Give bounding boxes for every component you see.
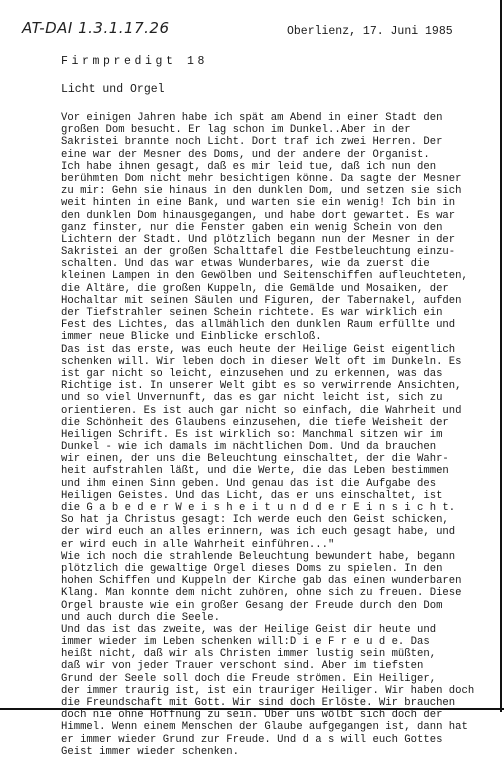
- scan-edge-right: [500, 0, 502, 712]
- body-line: großen Dom besucht. Er lag schon im Dunkel..Aber in der: [61, 124, 411, 137]
- body-line: Heiligen Schrift. Es ist wirklich so: Manchmal sitzen wir im: [61, 428, 443, 441]
- body-line: immer wieder im Leben schenken will:D i e F r e u d e. Das: [61, 636, 430, 649]
- sermon-heading: Firmpredigt 18: [61, 55, 209, 68]
- body-line: orientieren. Es ist auch gar nicht so einfach, die Wahrheit und: [61, 404, 462, 417]
- body-line: ganz finster, nur die Fenster gaben ein wenig Schein von den: [61, 221, 443, 234]
- body-line: Hochaltar mit seinen Säulen und Figuren, der Tabernakel, aufden: [61, 294, 462, 307]
- body-line: kleinen Lampen in den Gewölben und Seitenschiffen aufleuchteten,: [61, 270, 468, 283]
- body-line: daß wir von jeder Trauer verschont sind. Aber im tiefsten: [61, 660, 424, 673]
- body-line: Grund der Seele soll doch die Freude strömen. Ein Heiliger,: [61, 672, 437, 685]
- archive-mark: AT-DAI 1.3.1.17.26: [22, 19, 170, 37]
- body-line: Vor einigen Jahren habe ich spät am Abend in einer Stadt den: [61, 112, 443, 124]
- body-line: Heiligen Geistes. Und das Licht, das er uns einschaltet, ist: [61, 489, 443, 502]
- body-line: Orgel brauste wie ein großer Gesang der Freude durch den Dom: [61, 599, 443, 612]
- body-line: und ihm einen Sinn geben. Und genau das ist die Aufgabe des: [61, 477, 437, 490]
- body-line: Geist immer wieder schenken.: [61, 745, 240, 758]
- body-line: Fest des Lichtes, das allmählich den dunklen Raum erfüllte und: [61, 319, 456, 332]
- body-line: Ich habe ihnen gesagt, daß es mir leid tue, daß ich nun den: [61, 160, 437, 173]
- body-line: Sakristei an der großen Schalttafel die Festbeleuchtung einzu-: [61, 246, 456, 259]
- body-line: der wird euch an alles erinnern, was ich euch gesagt habe, und: [61, 526, 456, 539]
- body-line: Sakristei brannte noch Licht. Dort traf ich zwei Herren. Der: [61, 136, 443, 149]
- body-line: Dunkel - wie ich damals im nächtlichen Dom. Und da brauchen: [61, 441, 437, 454]
- body-line: die Schönheit des Glaubens einzusehen, die tiefe Weisheit der: [61, 416, 449, 429]
- body-line: immer neue Blicke und Einblicke erschloß.: [61, 331, 322, 344]
- body-line: er immer wieder Grund zur Freude. Und d a s will euch Gottes: [61, 733, 443, 746]
- body-line: Klang. Man konnte dem nicht zuhören, ohne sich zu freuen. Diese: [61, 587, 462, 600]
- body-line: Himmel. Wenn einem Menschen der Glaube aufgegangen ist, dann hat: [61, 721, 468, 734]
- body-line: er wird euch in alle Wahrheit einführen...": [61, 538, 335, 551]
- body-line: hohen Schiffen und Kuppeln der Kirche gab das einen wunderbaren: [61, 575, 462, 588]
- body-line: heißt nicht, daß wir als Christen immer lustig sein müßten,: [61, 648, 437, 661]
- body-line: der Tiefstrahler seinen Schein richtete. Es war wirklich ein: [61, 307, 443, 319]
- body-line: berühmten Dom nicht mehr besichtigen könne. Da sagte der Mesner: [61, 172, 462, 185]
- body-line: und auch durch die Seele.: [61, 611, 220, 624]
- body-line: weit hinten in eine Bank, und warten sie ein wenig! Ich bin in: [61, 197, 456, 210]
- sermon-body: [61, 112, 475, 758]
- body-line: Und das ist das zweite, was der Heilige Geist dir heute und: [61, 623, 437, 636]
- body-line: Lichtern der Stadt. Und plötzlich begann nun der Mesner in der: [61, 233, 456, 246]
- sermon-subheading: Licht und Orgel: [61, 83, 165, 96]
- body-line: die Freundschaft mit Gott. Wir sind doch Erlöste. Wir brauchen: [61, 697, 456, 709]
- body-line: wir einen, der uns die Beleuchtung einschaltet, der die Wahr-: [61, 453, 449, 466]
- body-line: heit aufstrahlen läßt, und die Werte, die das Leben bestimmen: [61, 465, 449, 478]
- body-line: ist gar nicht so leicht, einzusehen und zu erkennen, was das: [61, 367, 443, 380]
- body-line: der immer traurig ist, ist ein trauriger Heiliger. Wir haben doch: [61, 684, 475, 697]
- body-line: Richtige ist. In unserer Welt gibt es so verwirrende Ansichten,: [61, 380, 462, 393]
- body-line: So hat ja Christus gesagt: Ich werde euch den Geist schicken,: [61, 514, 449, 527]
- body-line: die G a b e d e r W e i s h e i t u n d d e r E i n s i c h t.: [61, 502, 456, 514]
- body-line: schenken will. Wir leben doch in dieser Welt oft im Dunkeln. Es: [61, 355, 462, 368]
- body-line: Das ist das erste, was euch heute der Heilige Geist eigentlich: [61, 343, 456, 356]
- body-line: plötzlich die gewaltige Orgel dieses Doms zu spielen. In den: [61, 562, 443, 575]
- body-line: doch nie ohne Hoffnung zu sein. Über uns wölbt sich doch der: [61, 709, 443, 722]
- body-line: eine war der Mesner des Doms, und der andere der Organist.: [61, 148, 430, 161]
- body-line: Wie ich noch die strahlende Beleuchtung bewundert habe, begann: [61, 550, 456, 563]
- body-line: und so viel Unvernunft, das es gar nicht leicht ist, sich zu: [61, 392, 443, 405]
- body-line: den dunklen Dom hinausgegangen, und habe dort gewartet. Es war: [61, 209, 456, 222]
- dateline: Oberlienz, 17. Juni 1985: [287, 25, 453, 38]
- body-line: die Altäre, die großen Kuppeln, die Gemälde und Mosaiken, der: [61, 282, 449, 295]
- body-line: zu mir: Gehn sie hinaus in den dunklen Dom, und setzen sie sich: [61, 185, 462, 198]
- body-line: schalten. Und das war etwas Wunderbares, wie da zuerst die: [61, 258, 430, 271]
